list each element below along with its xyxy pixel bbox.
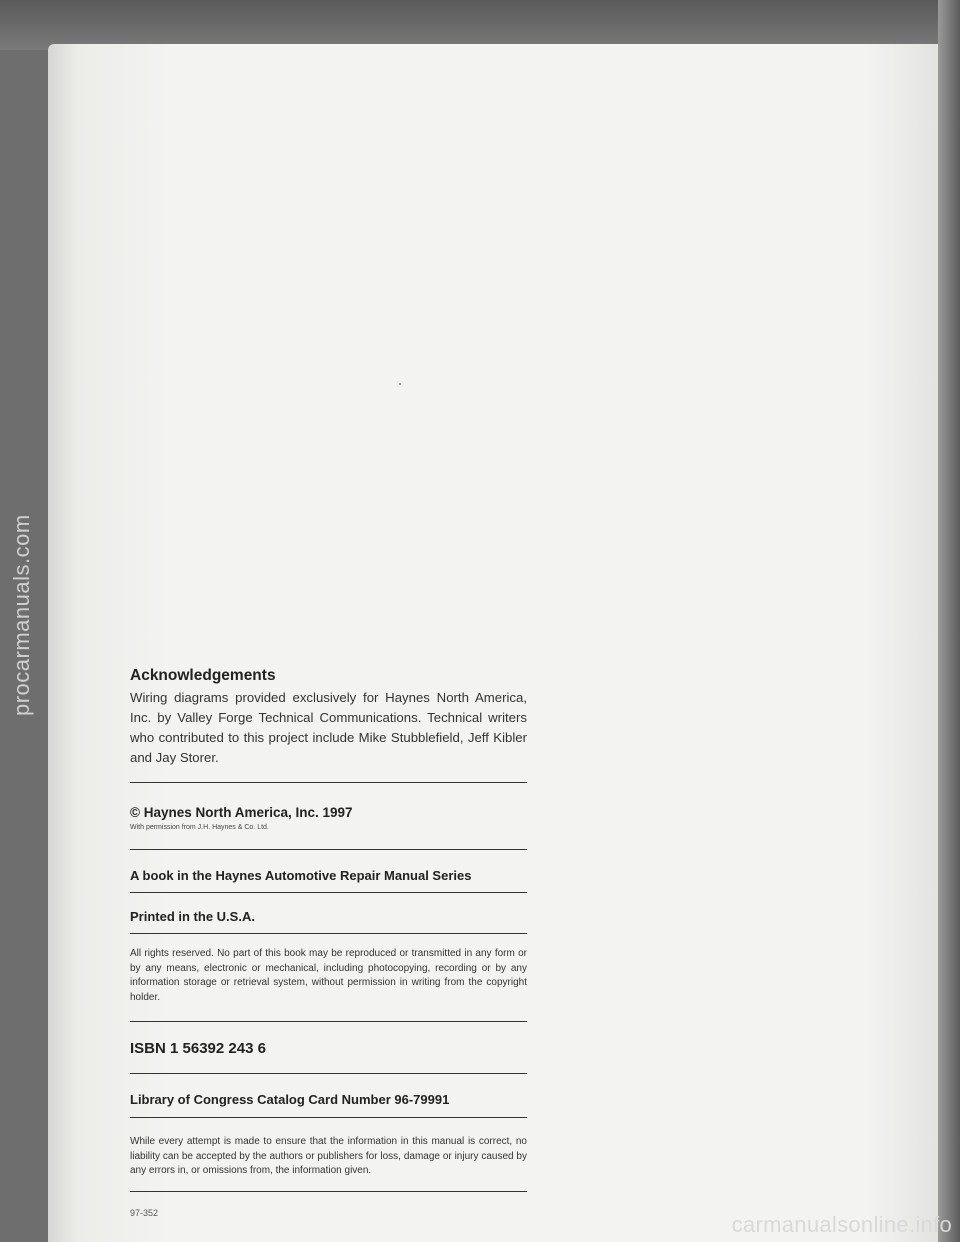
divider: [130, 892, 527, 893]
scan-right-shadow: [938, 0, 960, 1242]
copyright-line: © Haynes North America, Inc. 1997: [130, 805, 353, 820]
acknowledgements-title: Acknowledgements: [130, 667, 276, 684]
liability-disclaimer: While every attempt is made to ensure that the information in this manual is correct, no liability can be accepted by the authors or publishers for loss, damage or injury caused by any errors in, or omissions from, the information given.: [130, 1136, 527, 1176]
acknowledgements-body: Wiring diagrams provided exclusively for Haynes North America, Inc. by Valley Forge Technical Communications. Technical writers who contributed to this project include Mike Stubblefield, Jeff Kibler and Jay Storer.: [130, 690, 527, 765]
side-watermark: procarmanuals.com: [9, 514, 34, 716]
divider: [130, 1073, 527, 1074]
dust-speck: [399, 383, 401, 385]
scan-top-shadow: [0, 0, 960, 50]
imprint-block: [130, 667, 527, 1218]
catalog-code: 97-352: [130, 1207, 159, 1218]
divider: [130, 849, 527, 850]
divider: [130, 1191, 527, 1192]
divider: [130, 1117, 527, 1118]
rights-statement: All rights reserved. No part of this book may be reproduced or transmitted in any form or by any means, electronic or mechanical, including photocopying, recording or by any information storage or retrieval system, without permission in writing from the copyright holder.: [130, 948, 527, 1003]
isbn-number: ISBN 1 56392 243 6: [130, 1040, 266, 1057]
bottom-watermark: carmanualsonline.info: [731, 1212, 952, 1237]
divider: [130, 782, 527, 783]
series-title: A book in the Haynes Automotive Repair Manual Series: [130, 868, 472, 883]
library-of-congress-number: Library of Congress Catalog Card Number 96-79991: [130, 1092, 450, 1107]
permission-note: With permission from J.H. Haynes & Co. Ltd.: [130, 824, 269, 831]
divider: [130, 933, 527, 934]
divider: [130, 1021, 527, 1022]
printed-location: Printed in the U.S.A.: [130, 909, 255, 924]
